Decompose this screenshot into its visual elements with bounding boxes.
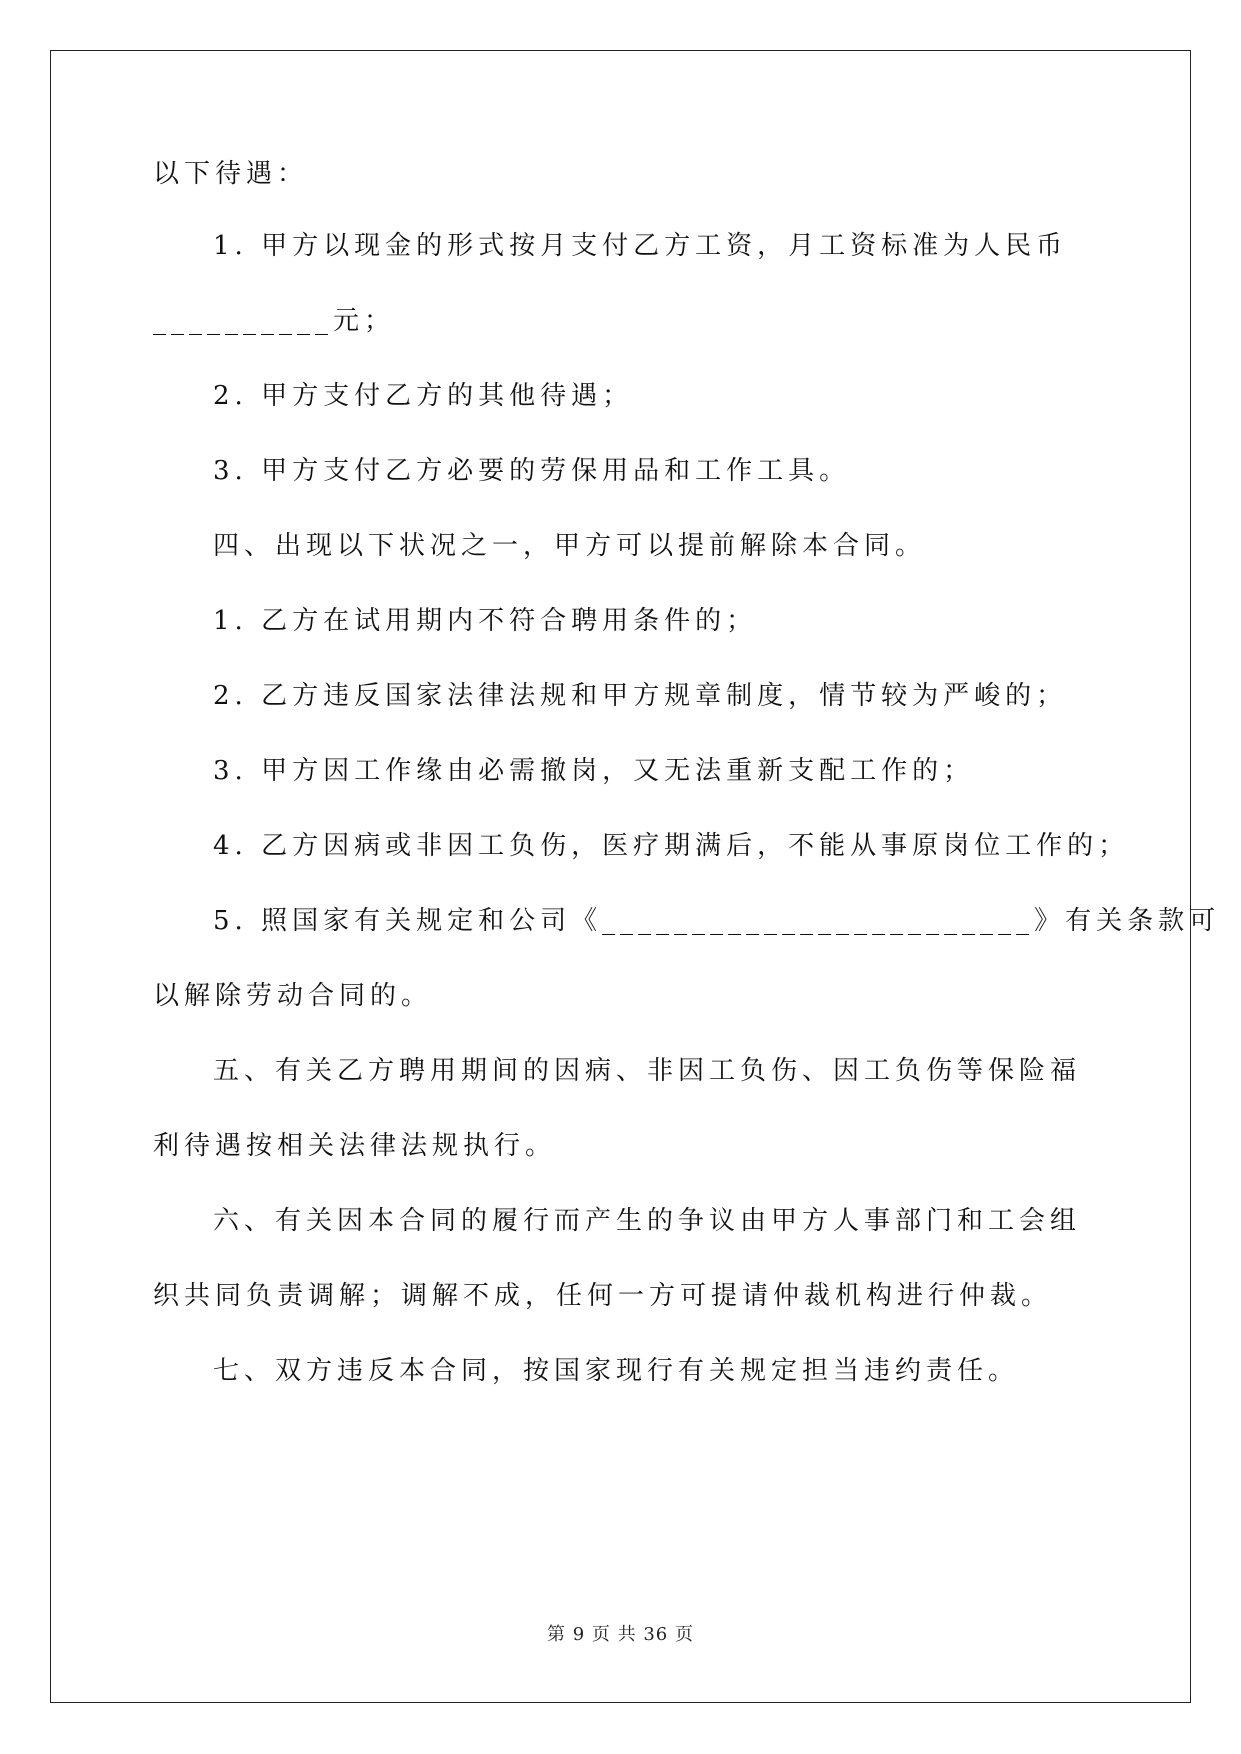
text-line-9: 3. 甲方因工作缘由必需撤岗，又无法重新支配工作的； — [213, 756, 975, 786]
text-line-10: 4. 乙方因病或非因工负伤，医疗期满后，不能从事原岗位工作的； — [213, 831, 1130, 861]
text-line-11: 5. 照国家有关规定和公司《________________________》有关条款可 — [213, 906, 1221, 936]
text-line-8: 2. 乙方违反国家法律法规和甲方规章制度，情节较为严峻的； — [213, 681, 1068, 711]
text-line-15: 六、有关因本合同的履行而产生的争议由甲方人事部门和工会组 — [213, 1206, 1082, 1236]
text-line-4: 2. 甲方支付乙方的其他待遇； — [213, 381, 634, 411]
text-line-14: 利待遇按相关法律法规执行。 — [153, 1131, 557, 1161]
page-border — [50, 50, 1191, 1703]
text-line-12: 以解除劳动合同的。 — [153, 981, 433, 1011]
text-line-2: 1. 甲方以现金的形式按月支付乙方工资，月工资标准为人民币 — [213, 231, 1068, 261]
text-line-6: 四、出现以下状况之一，甲方可以提前解除本合同。 — [213, 531, 927, 561]
text-line-3: __________元； — [153, 306, 396, 336]
page-number-footer: 第 9 页 共 36 页 — [547, 1624, 694, 1645]
text-line-13: 五、有关乙方聘用期间的因病、非因工负伤、因工负伤等保险福 — [213, 1056, 1082, 1086]
text-line-7: 1. 乙方在试用期内不符合聘用条件的； — [213, 606, 758, 636]
text-line-1: 以下待遇： — [153, 159, 309, 189]
text-line-5: 3. 甲方支付乙方必要的劳保用品和工作工具。 — [213, 456, 851, 486]
text-line-16: 织共同负责调解；调解不成，任何一方可提请仲裁机构进行仲裁。 — [153, 1281, 1053, 1311]
text-line-17: 七、双方违反本合同，按国家现行有关规定担当违约责任。 — [213, 1356, 1020, 1386]
